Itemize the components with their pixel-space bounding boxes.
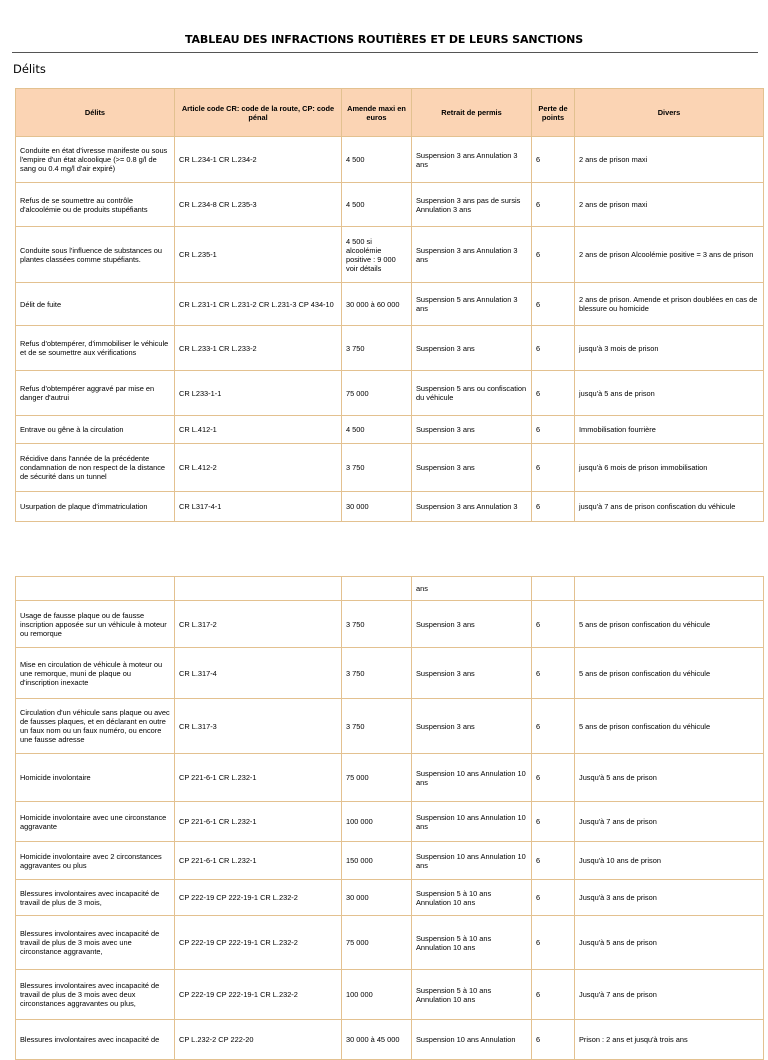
cell-article: CP 221-6-1 CR L.232-1 (175, 842, 342, 880)
cell-retrait: Suspension 5 à 10 ans Annulation 10 ans (412, 880, 532, 916)
cell-delit: Homicide involontaire avec 2 circonstances aggravantes ou plus (16, 842, 175, 880)
cell-divers: Jusqu'à 5 ans de prison (575, 916, 764, 970)
table-row (16, 880, 764, 916)
table-row (16, 371, 764, 416)
header-retrait: Retrait de permis (412, 89, 532, 137)
cell-empty (175, 577, 342, 601)
cell-points: 6 (532, 648, 575, 699)
offences-table (15, 88, 764, 522)
table-row (16, 137, 764, 183)
cell-delit: Usage de fausse plaque ou de fausse inscription apposée sur un véhicule à moteur ou remorque (16, 601, 175, 648)
cell-divers: jusqu'à 6 mois de prison immobilisation (575, 444, 764, 492)
cell-retrait: ans (412, 577, 532, 601)
document-title: TABLEAU DES INFRACTIONS ROUTIÈRES ET DE LEURS SANCTIONS (184, 33, 584, 46)
cell-points: 6 (532, 601, 575, 648)
cell-divers: Jusqu'à 7 ans de prison (575, 970, 764, 1020)
cell-amende: 4 500 si alcoolémie positive : 9 000 voir détails (342, 227, 412, 283)
cell-empty (342, 577, 412, 601)
cell-empty (16, 577, 175, 601)
cell-article: CR L.317-2 (175, 601, 342, 648)
table-row (16, 916, 764, 970)
cell-divers: 2 ans de prison. Amende et prison doublées en cas de blessure ou homicide (575, 283, 764, 326)
cell-amende: 75 000 (342, 754, 412, 802)
cell-retrait: Suspension 3 ans pas de sursis Annulation 3 ans (412, 183, 532, 227)
cell-amende: 75 000 (342, 916, 412, 970)
cell-divers: 2 ans de prison maxi (575, 137, 764, 183)
cell-article: CP 222-19 CP 222-19-1 CR L.232-2 (175, 970, 342, 1020)
cell-delit: Homicide involontaire avec une circonstance aggravante (16, 802, 175, 842)
cell-article: CP 221-6-1 CR L.232-1 (175, 754, 342, 802)
cell-divers: 2 ans de prison Alcoolémie positive = 3 ans de prison (575, 227, 764, 283)
cell-points: 6 (532, 183, 575, 227)
cell-points: 6 (532, 916, 575, 970)
cell-retrait: Suspension 10 ans Annulation 10 ans (412, 802, 532, 842)
cell-divers: 5 ans de prison confiscation du véhicule (575, 601, 764, 648)
cell-points: 6 (532, 802, 575, 842)
cell-retrait: Suspension 5 ans Annulation 3 ans (412, 283, 532, 326)
cell-delit: Délit de fuite (16, 283, 175, 326)
cell-amende: 150 000 (342, 842, 412, 880)
cell-amende: 3 750 (342, 326, 412, 371)
cell-retrait: Suspension 3 ans (412, 326, 532, 371)
cell-retrait: Suspension 3 ans (412, 416, 532, 444)
table-row (16, 699, 764, 754)
cell-delit: Entrave ou gêne à la circulation (16, 416, 175, 444)
cell-article: CP L.232-2 CP 222-20 (175, 1020, 342, 1060)
table-row (16, 416, 764, 444)
table-row (16, 492, 764, 522)
cell-retrait: Suspension 10 ans Annulation (412, 1020, 532, 1060)
cell-retrait: Suspension 3 ans (412, 699, 532, 754)
cell-retrait: Suspension 10 ans Annulation 10 ans (412, 754, 532, 802)
cell-article: CR L317-4-1 (175, 492, 342, 522)
cell-delit: Conduite sous l'influence de substances ou plantes classées comme stupéfiants. (16, 227, 175, 283)
cell-article: CP 222-19 CP 222-19-1 CR L.232-2 (175, 916, 342, 970)
cell-amende: 30 000 à 45 000 (342, 1020, 412, 1060)
cell-retrait: Suspension 3 ans (412, 648, 532, 699)
table-row (16, 648, 764, 699)
cell-amende: 100 000 (342, 802, 412, 842)
cell-delit: Circulation d'un véhicule sans plaque ou avec de fausses plaques, et en déclarant en outre un faux nom ou un faux numéro, ou encore une fausse adresse (16, 699, 175, 754)
table-body-page1 (16, 137, 764, 522)
table-row (16, 842, 764, 880)
offences-table-continued (15, 576, 764, 1060)
cell-points: 6 (532, 970, 575, 1020)
header-amende: Amende maxi en euros (342, 89, 412, 137)
table-row (16, 326, 764, 371)
cell-amende: 3 750 (342, 601, 412, 648)
cell-points: 6 (532, 137, 575, 183)
cell-divers: Jusqu'à 5 ans de prison (575, 754, 764, 802)
cell-amende: 4 500 (342, 183, 412, 227)
cell-delit: Conduite en état d'ivresse manifeste ou sous l'empire d'un état alcoolique (>= 0.8 g/l de sang ou 0.4 mg/l d'air expiré) (16, 137, 175, 183)
table-row (16, 183, 764, 227)
cell-divers: 5 ans de prison confiscation du véhicule (575, 648, 764, 699)
cell-delit: Blessures involontaires avec incapacité de (16, 1020, 175, 1060)
cell-article: CR L.233-1 CR L.233-2 (175, 326, 342, 371)
cell-amende: 100 000 (342, 970, 412, 1020)
cell-amende: 3 750 (342, 648, 412, 699)
cell-amende: 4 500 (342, 416, 412, 444)
cell-amende: 75 000 (342, 371, 412, 416)
continuation-row (16, 577, 764, 601)
cell-article: CR L.234-8 CR L.235-3 (175, 183, 342, 227)
cell-amende: 4 500 (342, 137, 412, 183)
title-rule (12, 52, 758, 53)
cell-retrait: Suspension 3 ans (412, 444, 532, 492)
cell-delit: Refus d'obtempérer, d'immobiliser le véhicule et de se soumettre aux vérifications (16, 326, 175, 371)
cell-article: CR L.231-1 CR L.231-2 CR L.231-3 CP 434-10 (175, 283, 342, 326)
cell-points: 6 (532, 492, 575, 522)
section-title: Délits (13, 62, 46, 76)
cell-article: CR L.317-3 (175, 699, 342, 754)
cell-article: CR L.234-1 CR L.234-2 (175, 137, 342, 183)
cell-amende: 30 000 (342, 880, 412, 916)
cell-divers: Jusqu'à 10 ans de prison (575, 842, 764, 880)
cell-article: CP 222-19 CP 222-19-1 CR L.232-2 (175, 880, 342, 916)
cell-points: 6 (532, 842, 575, 880)
cell-retrait: Suspension 3 ans (412, 601, 532, 648)
table-header-row (16, 89, 764, 137)
cell-article: CR L.412-2 (175, 444, 342, 492)
cell-empty (532, 577, 575, 601)
table-row (16, 802, 764, 842)
table-row (16, 754, 764, 802)
cell-points: 6 (532, 1020, 575, 1060)
cell-divers: Jusqu'à 3 ans de prison (575, 880, 764, 916)
cell-points: 6 (532, 444, 575, 492)
cell-divers: 2 ans de prison maxi (575, 183, 764, 227)
cell-points: 6 (532, 371, 575, 416)
cell-retrait: Suspension 3 ans Annulation 3 ans (412, 137, 532, 183)
cell-points: 6 (532, 754, 575, 802)
cell-delit: Blessures involontaires avec incapacité de travail de plus de 3 mois avec une circonstance aggravante, (16, 916, 175, 970)
cell-divers: Jusqu'à 7 ans de prison (575, 802, 764, 842)
cell-points: 6 (532, 880, 575, 916)
cell-points: 6 (532, 699, 575, 754)
cell-points: 6 (532, 416, 575, 444)
cell-delit: Blessures involontaires avec incapacité de travail de plus de 3 mois avec deux circonstances aggravantes ou plus, (16, 970, 175, 1020)
header-delit: Délits (16, 89, 175, 137)
cell-divers: jusqu'à 5 ans de prison (575, 371, 764, 416)
cell-divers: jusqu'à 3 mois de prison (575, 326, 764, 371)
cell-retrait: Suspension 3 ans Annulation 3 ans (412, 227, 532, 283)
cell-divers: Prison : 2 ans et jusqu'à trois ans (575, 1020, 764, 1060)
cell-empty (575, 577, 764, 601)
cell-delit: Blessures involontaires avec incapacité de travail de plus de 3 mois, (16, 880, 175, 916)
cell-delit: Homicide involontaire (16, 754, 175, 802)
cell-points: 6 (532, 227, 575, 283)
cell-divers: 5 ans de prison confiscation du véhicule (575, 699, 764, 754)
cell-article: CR L.317-4 (175, 648, 342, 699)
cell-amende: 3 750 (342, 444, 412, 492)
cell-delit: Usurpation de plaque d'immatriculation (16, 492, 175, 522)
cell-amende: 30 000 à 60 000 (342, 283, 412, 326)
header-article: Article code CR: code de la route, CP: code pénal (175, 89, 342, 137)
cell-article: CP 221-6-1 CR L.232-1 (175, 802, 342, 842)
table-row (16, 227, 764, 283)
header-points: Perte de points (532, 89, 575, 137)
table-row (16, 283, 764, 326)
table-row (16, 444, 764, 492)
cell-divers: jusqu'à 7 ans de prison confiscation du véhicule (575, 492, 764, 522)
table-row (16, 970, 764, 1020)
cell-delit: Récidive dans l'année de la précédente condamnation de non respect de la distance de sécurité dans un tunnel (16, 444, 175, 492)
cell-delit: Mise en circulation de véhicule à moteur ou une remorque, muni de plaque ou d'inscription inexacte (16, 648, 175, 699)
cell-retrait: Suspension 10 ans Annulation 10 ans (412, 842, 532, 880)
cell-article: CR L233-1-1 (175, 371, 342, 416)
cell-divers: Immobilisation fourrière (575, 416, 764, 444)
cell-delit: Refus d'obtempérer aggravé par mise en danger d'autrui (16, 371, 175, 416)
cell-retrait: Suspension 5 à 10 ans Annulation 10 ans (412, 916, 532, 970)
cell-article: CR L.412-1 (175, 416, 342, 444)
cell-points: 6 (532, 283, 575, 326)
table-body-page2 (16, 577, 764, 1060)
table-row (16, 1020, 764, 1060)
cell-points: 6 (532, 326, 575, 371)
cell-retrait: Suspension 3 ans Annulation 3 (412, 492, 532, 522)
cell-amende: 3 750 (342, 699, 412, 754)
cell-retrait: Suspension 5 à 10 ans Annulation 10 ans (412, 970, 532, 1020)
cell-delit: Refus de se soumettre au contrôle d'alcoolémie ou de produits stupéfiants (16, 183, 175, 227)
cell-article: CR L.235-1 (175, 227, 342, 283)
cell-amende: 30 000 (342, 492, 412, 522)
header-divers: Divers (575, 89, 764, 137)
cell-retrait: Suspension 5 ans ou confiscation du véhicule (412, 371, 532, 416)
table-row (16, 601, 764, 648)
